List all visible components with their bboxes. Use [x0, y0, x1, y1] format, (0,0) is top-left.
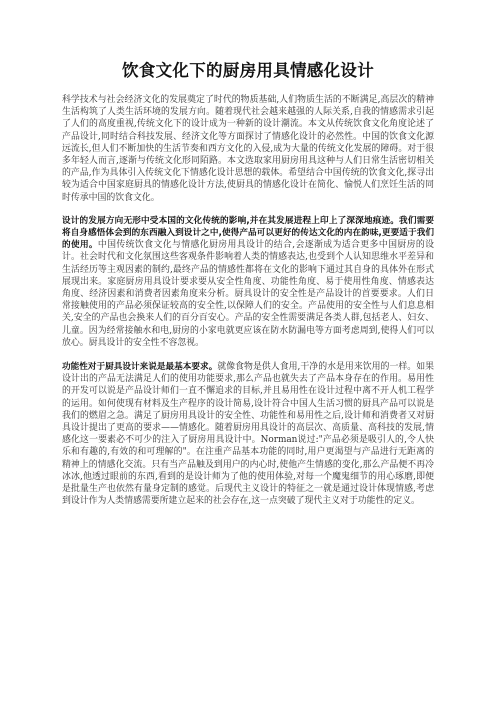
document-page	[62, 0, 434, 702]
paragraph-functionality	[62, 361, 434, 507]
paragraph-abstract	[62, 94, 434, 204]
paragraph-body: 就像食物是供人食用,干净的水是用来饮用的一样。如果设计出的产品无法满足人们的使用功能要求,那么产品也就失去了产品本身存在的作用。易用性的开发可以说是产品设计师们一直不懈追求的目标,并且易用性在设计过程中离不开人机工程学的运用。如何使现有材料及生产程序的设计简易,设计符合中国人生活习惯的厨具产品可以说是我们的燃眉之急。满足了厨房用具设计的安全性、功能性和易用性之后,设计师和消费者又对厨具设计提出了更高的要求——情感化。随着厨房用具设计的高层次、高质量、高科技的发展,情感化这一要素必不可少的注入了厨房用具设计中。Norman说过:"产品必须是吸引人的,令人快乐和有趣的,有效的和可理解的"。在注重产品基本功能的同时,用户更渴望与产品进行无距离的精神上的情感化交流。只有当产品触及到用户的内心时,使他产生情感的变化,那么产品便不再冷冰冰,他透过眼前的东西,看到的是设计师为了他的使用体验,对每一个魔鬼细节的用心琢磨,即便是批量生产也依然有量身定制的感觉。后现代主义设计的特征之一就是通过设计体现情感,考虑到设计作为人类情感需要所建立起来的社会存在,这一点突破了现代主义对于功能性的定义。	[62, 362, 434, 507]
paragraph-body: 科学技术与社会经济文化的发展奠定了时代的物质基础,人们物质生活的不断满足,高层次的精神生活构筑了人类生活环境的发展方向。随着现代社会越来越强的人际关系,自我的情感需求引起了人们的高度重视,传统文化下的设计成为一种新的设计潮流。本文从传统饮食文化角度论述了产品设计,同时结合科技发展、经济文化等方面探讨了情感化设计的必然性。中国的饮食文化源远流长,但人们不断加快的生活节奏和西方文化的入侵,成为大量的传统文化发展的障碍。对于很多年轻人而言,逐渐与传统文化形同陌路。本文选取家用厨房用具这种与人们日常生活密切相关的产品,作为具体引入传统文化下情感化设计思想的载体。希望结合中国传统的饮食文化,探寻出较为适合中国家庭厨具的情感化设计方法,使厨具的情感化设计在简化、愉悦人们烹饪生活的同时传承中国的饮食文化。	[62, 95, 434, 203]
paragraph-culture-design	[62, 215, 434, 349]
paragraph-body: 中国传统饮食文化与情感化厨房用具设计的结合,会逐渐成为适合更多中国厨房的设计。社会时代和文化氛围这些客观条件影响着人类的情感表达,也受到个人认知思维水平差异和生活经历等主观因素的制约,最终产品的情感性都将在文化的影响下通过其自身的具体外在形式展现出来。家庭厨房用具设计要求要从安全性角度、功能性角度、易于使用性角度、情感表达角度、经济因素和消费者因素角度来分析。厨具设计的安全性是产品设计的首要要求。人们日常接触使用的产品必须保证较高的安全性,以保障人们的安全。产品使用的安全性与人们息息相关,安全的产品也会换来人们的百分百安心。产品的安全性需要满足各类人群,包括老人、妇女、儿童。因为经常接触水和电,厨房的小家电就更应该在防水防漏电等方面考虑周到,使得人们可以放心。厨具设计的安全性不容忽视。	[62, 240, 434, 348]
paragraph-lead: 设计的发展方向无形中受本国的文化传统的影响,并在其发展进程上印上了深深地痕迹。我们需要将自身感悟体会到的东西融入到设计之中,使得产品可以更好的传达文化的内在韵味,更要适于我们的使用。	[62, 215, 434, 251]
paragraph-lead: 功能性对于厨具设计来说是最基本要求。	[62, 362, 218, 373]
document-title: 饮食文化下的厨房用具情感化设计	[122, 61, 374, 80]
